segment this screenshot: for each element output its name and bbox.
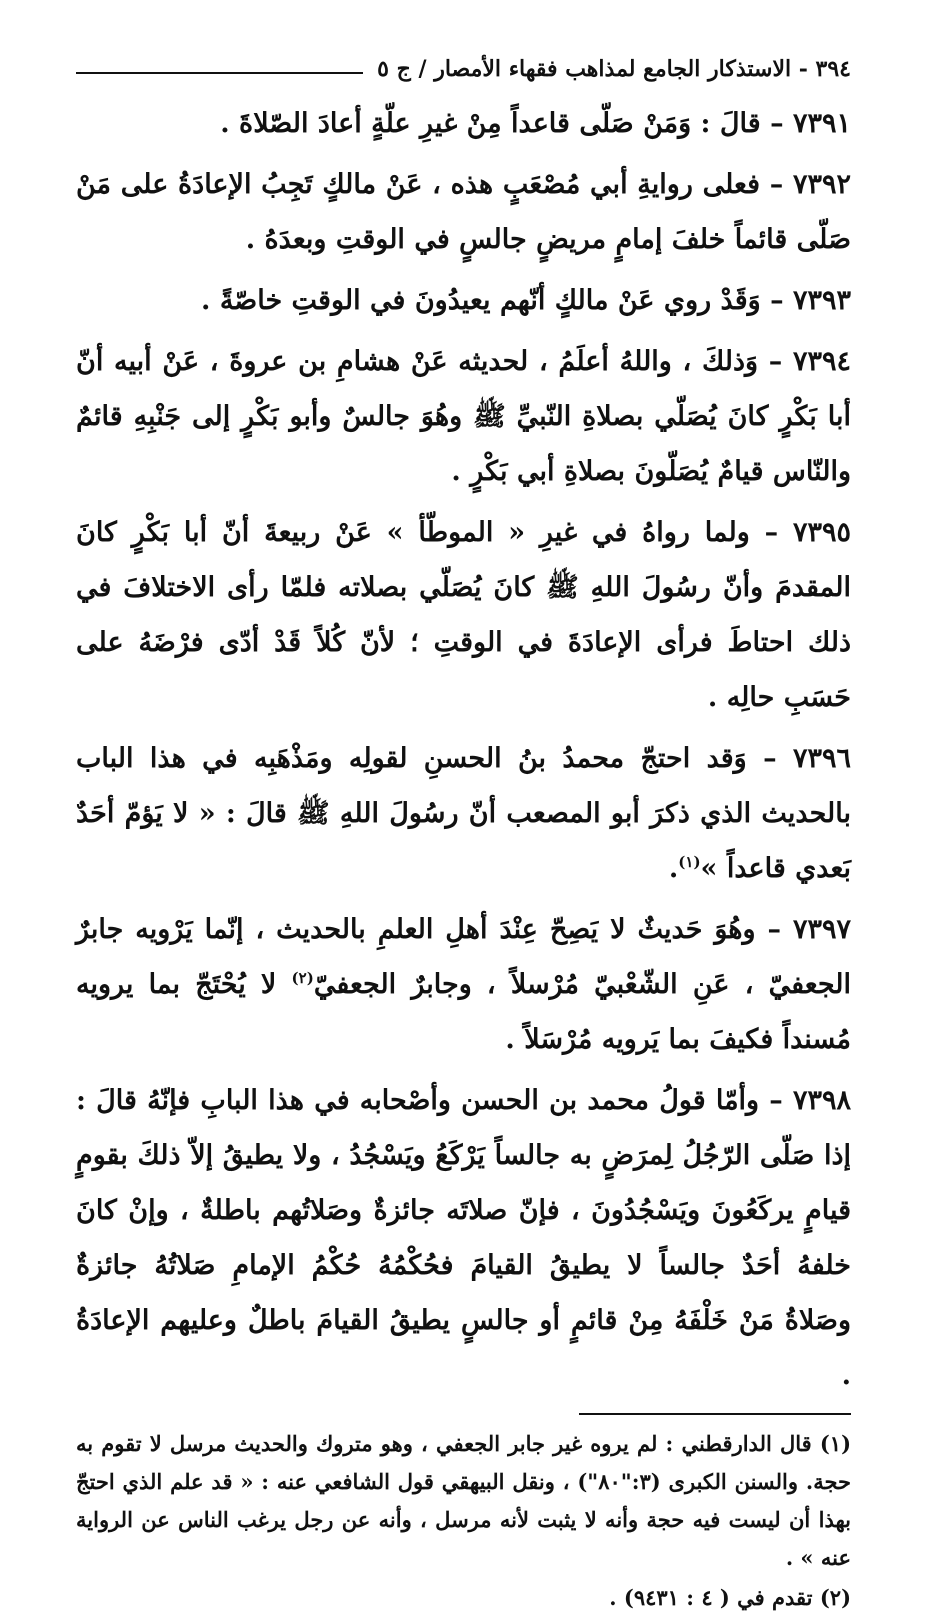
paragraph-number: ٧٣٩٥ xyxy=(792,517,851,548)
paragraph-7392: ٧٣٩٢ – فعلى روايةِ أبي مُصْعَبٍ هذه ، عَنْ مالكٍ تَجِبُ الإعادَةُ على مَنْ صَلّى قائماً خلفَ إمامٍ مريضٍ جالسٍ في الوقتِ وبعدَهُ . xyxy=(76,169,851,255)
paragraph-number: ٧٣٩٦ xyxy=(792,743,851,774)
footnote-marker: (٢) xyxy=(819,1585,851,1610)
footnote-2 xyxy=(76,1579,851,1617)
paragraph-7395: ٧٣٩٥ – ولما رواهُ في غيرِ « الموطّأ » عَنْ ربيعةَ أنّ أبا بَكْرٍ كانَ المقدمَ وأنّ رسُولَ اللهِ ﷺ كانَ يُصَلّي بصلاته فلمّا رأى الاختلافَ في ذلك احتاطَ فرأى الإعادَةَ في الوقتِ ؛ لأنّ كُلاً قَدْ أدّى فرْضَهُ على حَسَبِ حالِه . xyxy=(76,517,851,713)
paragraph-text: وَقَدْ روي عَنْ مالكٍ أنّهم يعيدُونَ في الوقتِ خاصّةً . xyxy=(201,285,761,316)
paragraph-7393: ٧٣٩٣ – وَقَدْ روي عَنْ مالكٍ أنّهم يعيدُونَ في الوقتِ خاصّةً . xyxy=(201,285,851,316)
running-head-text: ٣٩٤ - الاستذكار الجامع لمذاهب فقهاء الأمصار / ج ٥ xyxy=(377,56,851,82)
paragraph-number: ٧٣٩٧ xyxy=(792,914,851,945)
footnote-text: تقدم في ( ٤ : ٩٤٣١) . xyxy=(609,1585,813,1610)
body-text xyxy=(76,96,851,1403)
paragraph-number: ٧٣٩٢ xyxy=(792,169,851,200)
footnote-text: قال الدارقطني : لم يروه غير جابر الجعفي ، وهو متروك والحديث مرسل لا تقوم به حجة. والسنن الكبرى (٣:"٨٠") ، ونقل البيهقي قول الشافعي عنه : « قد علم الذي احتجّ بهذا أن ليست فيه حجة وأنه لا يثبت لأنه مرسل ، وأنه عن رجل يرغب الناس عن الرواية عنه » . xyxy=(76,1431,851,1570)
paragraph-end: . xyxy=(668,853,679,884)
paragraph-7397: ٧٣٩٧ – وهُوَ حَديثٌ لا يَصِحّ عِنْدَ أهلِ العلمِ بالحديث ، إنّما يَرْويه جابرٌ الجعفيّ ، عَنِ الشّعْبيّ مُرْسلاً ، وجابرٌ الجعفيّ$^{(٢)}$ لا يُحْتَجّ بما يرويه مُسنداً فكيفَ بما يَرويه مُرْسَلاً . xyxy=(76,914,851,1055)
running-header xyxy=(76,48,851,82)
paragraph-text: فعلى روايةِ أبي مُصْعَبٍ هذه ، عَنْ مالكٍ تَجِبُ الإعادَةُ على مَنْ صَلّى قائماً خلفَ إمامٍ مريضٍ جالسٍ في الوقتِ وبعدَهُ . xyxy=(76,169,851,255)
paragraph-text: وهُوَ حَديثٌ لا يَصِحّ عِنْدَ أهلِ العلمِ بالحديث ، إنّما يَرْويه جابرٌ الجعفيّ ، عَنِ الشّعْبيّ مُرْسلاً ، وجابرٌ الجعفيّ xyxy=(76,914,851,1000)
header-rule xyxy=(76,72,363,74)
paragraph-7396: ٧٣٩٦ – وَقد احتجّ محمدُ بنُ الحسنِ لقولِه ومَذْهَبِه في هذا الباب بالحديث الذي ذكرَ أبو المصعب أنّ رسُولَ اللهِ ﷺ قالَ : « لا يَؤمّ أحَدٌ بَعدي قاعداً »$^{(١)}$. xyxy=(76,743,851,884)
paragraph-text: وأمّا قولُ محمد بن الحسن وأصْحابه في هذا البابِ فإنّهُ قالَ : إذا صَلّى الرّجُلُ لِمرَضٍ به جالساً يَرْكَعُ ويَسْجُدُ ، ولا يطيقُ إلاّ ذلكَ بقومٍ قيامٍ يركَعُونَ ويَسْجُدُونَ ، فإنّ صلاتَه جائزةٌ وصَلاتُهم باطلةٌ ، وإنْ كانَ خلفهُ أحَدٌ جالساً لا يطيقُ القيامَ فحُكْمُهُ حُكْمُ الإمامِ صَلاتُهُ جائزةٌ وصَلاةُ مَنْ خَلْفَهُ مِنْ قائمٍ أو جالسٍ يطيقُ القيامَ باطلٌ وعليهم الإعادَةُ . xyxy=(76,1085,851,1391)
paragraph-number: ٧٣٩١ xyxy=(792,108,851,139)
footnotes xyxy=(76,1425,851,1617)
paragraph-text: ولما رواهُ في غيرِ « الموطّأ » عَنْ ربيعةَ أنّ أبا بَكْرٍ كانَ المقدمَ وأنّ رسُولَ اللهِ ﷺ كانَ يُصَلّي بصلاته فلمّا رأى الاختلافَ في ذلك احتاطَ فرأى الإعادَةَ في الوقتِ ؛ لأنّ كُلاً قَدْ أدّى فرْضَهُ على حَسَبِ حالِه . xyxy=(76,517,851,713)
paragraph-continuation: لا يُحْتَجّ بما يرويه مُسنداً فكيفَ بما يَرويه مُرْسَلاً . xyxy=(76,969,851,1055)
paragraph-text: قالَ : وَمَنْ صَلّى قاعداً مِنْ غيرِ علّةٍ أعادَ الصّلاةَ . xyxy=(220,108,761,139)
paragraph-7391: ٧٣٩١ – قالَ : وَمَنْ صَلّى قاعداً مِنْ غيرِ علّةٍ أعادَ الصّلاةَ . xyxy=(220,108,851,139)
footnote-1 xyxy=(76,1425,851,1577)
paragraph-number: ٧٣٩٨ xyxy=(792,1085,851,1116)
footnote-ref-1[interactable]: (١) xyxy=(678,853,701,871)
paragraph-text: وَذلكَ ، واللهُ أعلَمُ ، لحديثه عَنْ هشامِ بن عروةَ ، عَنْ أبيه أنّ أبا بَكْرٍ كانَ يُصَلّي بصلاةِ النّبيِّ ﷺ وهُوَ جالسٌ وأبو بَكْرٍ إلى جَنْبِهِ قائمٌ والنّاس قيامٌ يُصَلّونَ بصلاةِ أبي بَكْرٍ . xyxy=(76,346,851,487)
footnote-ref-2[interactable]: (٢) xyxy=(291,969,314,987)
paragraph-7398: ٧٣٩٨ – وأمّا قولُ محمد بن الحسن وأصْحابه في هذا البابِ فإنّهُ قالَ : إذا صَلّى الرّجُلُ لِمرَضٍ به جالساً يَرْكَعُ ويَسْجُدُ ، ولا يطيقُ إلاّ ذلكَ بقومٍ قيامٍ يركَعُونَ ويَسْجُدُونَ ، فإنّ صلاتَه جائزةٌ وصَلاتُهم باطلةٌ ، وإنْ كانَ خلفهُ أحَدٌ جالساً لا يطيقُ القيامَ فحُكْمُهُ حُكْمُ الإمامِ صَلاتُهُ جائزةٌ وصَلاةُ مَنْ خَلْفَهُ مِنْ قائمٍ أو جالسٍ يطيقُ القيامَ باطلٌ وعليهم الإعادَةُ . xyxy=(76,1085,851,1391)
footnote-marker: (١) xyxy=(819,1431,851,1456)
paragraph-number: ٧٣٩٣ xyxy=(792,285,851,316)
paragraph-number: ٧٣٩٤ xyxy=(793,346,852,377)
footnote-separator xyxy=(579,1413,851,1415)
paragraph-text: وَقد احتجّ محمدُ بنُ الحسنِ لقولِه ومَذْهَبِه في هذا الباب بالحديث الذي ذكرَ أبو المصعب أنّ رسُولَ اللهِ ﷺ قالَ : « لا يَؤمّ أحَدٌ بَعدي قاعداً » xyxy=(76,743,851,884)
paragraph-7394: ٧٣٩٤ – وَذلكَ ، واللهُ أعلَمُ ، لحديثه عَنْ هشامِ بن عروةَ ، عَنْ أبيه أنّ أبا بَكْرٍ كانَ يُصَلّي بصلاةِ النّبيِّ ﷺ وهُوَ جالسٌ وأبو بَكْرٍ إلى جَنْبِهِ قائمٌ والنّاس قيامٌ يُصَلّونَ بصلاةِ أبي بَكْرٍ . xyxy=(76,346,852,487)
